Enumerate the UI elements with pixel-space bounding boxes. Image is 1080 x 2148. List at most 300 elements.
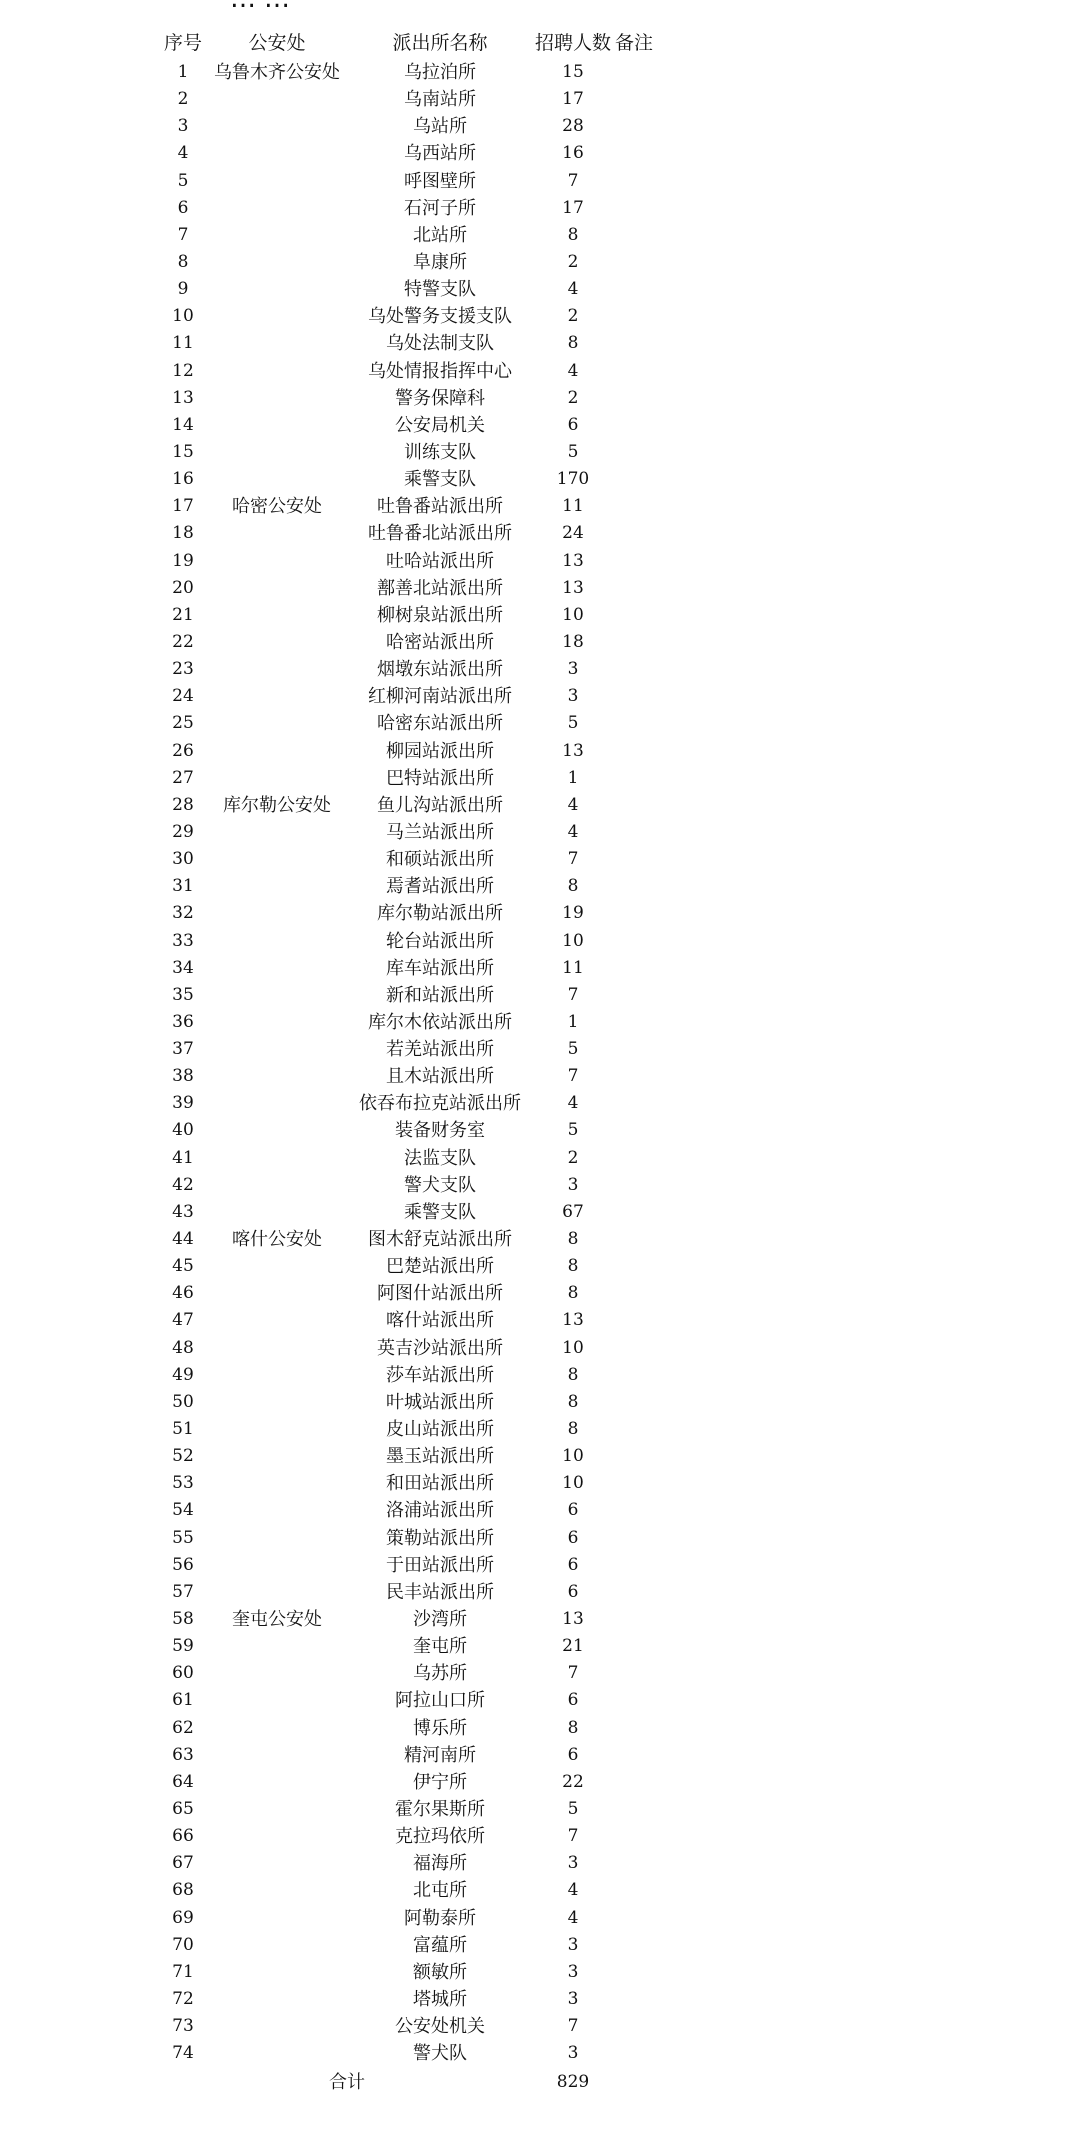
row-station: 吐鲁番北站派出所 (368, 523, 512, 545)
row-count: 28 (562, 116, 584, 137)
table-row (0, 276, 700, 303)
row-station: 且木站派出所 (386, 1066, 494, 1088)
table-row (0, 1660, 700, 1687)
row-station: 叶城站派出所 (386, 1391, 494, 1413)
row-count: 4 (567, 1907, 579, 1928)
table-row (0, 656, 700, 683)
table-row (0, 466, 700, 493)
row-seq: 39 (172, 1093, 194, 1114)
row-count: 21 (562, 1636, 584, 1657)
row-station: 图木舒克站派出所 (368, 1229, 512, 1251)
row-station: 公安局机关 (395, 414, 485, 436)
row-station: 沙湾所 (413, 1609, 467, 1631)
row-station: 巴楚站派出所 (386, 1256, 494, 1278)
table-row (0, 1117, 700, 1144)
row-seq: 28 (172, 794, 194, 815)
row-count: 3 (567, 2043, 579, 2064)
table-row (0, 330, 700, 357)
row-seq: 56 (172, 1554, 194, 1575)
row-seq: 50 (172, 1391, 194, 1412)
row-station: 吐鲁番站派出所 (377, 496, 503, 518)
row-count: 4 (567, 1880, 579, 1901)
row-seq: 42 (172, 1174, 194, 1195)
row-count: 10 (562, 1337, 584, 1358)
table-row (0, 683, 700, 710)
row-count: 2 (567, 251, 579, 272)
row-count: 1 (567, 767, 579, 788)
row-count: 2 (567, 1147, 579, 1168)
row-seq: 20 (172, 577, 194, 598)
row-seq: 46 (172, 1283, 194, 1304)
cut-off-title (230, 0, 490, 12)
row-bureau: 喀什公安处 (232, 1229, 322, 1251)
row-count: 5 (567, 1120, 579, 1141)
row-seq: 73 (172, 2016, 194, 2037)
row-seq: 47 (172, 1310, 194, 1331)
table-row (0, 1742, 700, 1769)
row-seq: 21 (172, 604, 194, 625)
row-seq: 34 (172, 957, 194, 978)
row-count: 6 (567, 1554, 579, 1575)
row-seq: 37 (172, 1039, 194, 1060)
row-count: 6 (567, 1690, 579, 1711)
row-count: 3 (567, 686, 579, 707)
row-station: 策勒站派出所 (386, 1527, 494, 1549)
row-seq: 19 (172, 550, 194, 571)
row-station: 装备财务室 (395, 1120, 485, 1142)
row-count: 5 (567, 1799, 579, 1819)
row-count: 8 (567, 224, 579, 245)
row-seq: 13 (172, 387, 194, 408)
row-station: 霍尔果斯所 (395, 1799, 485, 1820)
row-count: 3 (567, 659, 579, 680)
table-row (0, 1036, 700, 1063)
row-count: 5 (567, 441, 579, 462)
table-row (0, 1497, 700, 1524)
row-seq: 67 (172, 1853, 194, 1874)
table-row (0, 1470, 700, 1497)
row-station: 于田站派出所 (386, 1554, 494, 1576)
row-station: 乌西站所 (404, 143, 476, 165)
row-count: 7 (567, 2016, 579, 2037)
row-seq: 3 (177, 116, 189, 137)
row-count: 4 (567, 1093, 579, 1114)
table-row (0, 222, 700, 249)
row-seq: 53 (172, 1473, 194, 1494)
table-row (0, 602, 700, 629)
table-row (0, 1715, 700, 1742)
row-station: 乘警支队 (404, 469, 476, 491)
table-row (0, 982, 700, 1009)
row-station: 依吞布拉克站派出所 (359, 1093, 521, 1115)
table-row (0, 1552, 700, 1579)
row-station: 石河子所 (404, 197, 476, 219)
row-seq: 14 (172, 414, 194, 435)
row-station: 红柳河南站派出所 (368, 686, 512, 708)
row-seq: 36 (172, 1011, 194, 1032)
table-row (0, 195, 700, 222)
row-count: 8 (567, 1717, 579, 1738)
row-seq: 23 (172, 659, 194, 680)
row-count: 7 (567, 170, 579, 191)
row-count: 1 (567, 1011, 579, 1032)
row-station: 训练支队 (404, 441, 476, 463)
row-station: 警犬队 (413, 2043, 467, 2065)
row-count: 6 (567, 1527, 579, 1548)
row-station: 皮山站派出所 (386, 1419, 494, 1441)
row-count: 10 (562, 1473, 584, 1494)
row-seq: 12 (172, 360, 194, 381)
row-station: 呼图壁所 (404, 170, 476, 192)
table-row (0, 1905, 700, 1932)
row-count: 6 (567, 414, 579, 435)
row-seq: 5 (177, 170, 189, 191)
table-row (0, 1932, 700, 1959)
table-row (0, 1172, 700, 1199)
row-station: 墨玉站派出所 (386, 1446, 494, 1468)
row-count: 16 (562, 143, 584, 164)
row-count: 8 (567, 1283, 579, 1304)
row-seq: 17 (172, 496, 194, 517)
row-station: 阿图什站派出所 (377, 1283, 503, 1305)
row-bureau: 库尔勒公安处 (223, 794, 331, 816)
row-station: 北站所 (413, 224, 467, 246)
table-row (0, 385, 700, 412)
total-label: 合计 (329, 2072, 365, 2093)
row-seq: 62 (172, 1717, 194, 1738)
row-count: 6 (567, 1581, 579, 1602)
row-count: 10 (562, 930, 584, 951)
row-count: 170 (556, 469, 590, 490)
row-seq: 55 (172, 1527, 194, 1548)
row-seq: 49 (172, 1364, 194, 1385)
row-station: 库尔勒站派出所 (377, 903, 503, 925)
row-seq: 66 (172, 1826, 194, 1847)
row-station: 乌处警务支援支队 (368, 306, 512, 328)
row-count: 4 (567, 821, 579, 842)
row-station: 警务保障科 (395, 387, 485, 409)
table-row (0, 1009, 700, 1036)
row-seq: 27 (172, 767, 194, 788)
row-count: 19 (562, 903, 584, 924)
table-header (0, 30, 700, 60)
row-seq: 15 (172, 441, 194, 462)
row-seq: 22 (172, 631, 194, 652)
table-row (0, 900, 700, 927)
table-body (0, 59, 700, 2067)
row-seq: 61 (172, 1690, 194, 1711)
row-count: 67 (562, 1201, 584, 1222)
row-seq: 69 (172, 1907, 194, 1928)
table-row (0, 439, 700, 466)
table-row (0, 1959, 700, 1986)
row-count: 8 (567, 333, 579, 354)
row-seq: 7 (177, 224, 189, 245)
row-station: 福海所 (413, 1853, 467, 1875)
row-station: 鄯善北站派出所 (377, 577, 503, 599)
table-row (0, 1253, 700, 1280)
table-row (0, 1986, 700, 2013)
row-count: 8 (567, 876, 579, 897)
row-station: 喀什站派出所 (386, 1310, 494, 1332)
table-row (0, 819, 700, 846)
table-row (0, 846, 700, 873)
row-count: 24 (562, 523, 584, 544)
row-station: 精河南所 (404, 1744, 476, 1766)
table-row (0, 1389, 700, 1416)
row-station: 焉耆站派出所 (386, 876, 494, 898)
row-count: 3 (567, 1988, 579, 2009)
table-row (0, 86, 700, 113)
row-seq: 31 (172, 876, 194, 897)
row-station: 民丰站派出所 (386, 1581, 494, 1603)
row-seq: 10 (172, 306, 194, 327)
row-count: 13 (562, 577, 584, 598)
table-row (0, 1796, 700, 1823)
row-seq: 64 (172, 1771, 194, 1792)
row-seq: 59 (172, 1636, 194, 1657)
row-seq: 74 (172, 2043, 194, 2064)
row-count: 4 (567, 279, 579, 300)
row-station: 洛浦站派出所 (386, 1500, 494, 1522)
table-row (0, 303, 700, 330)
row-count: 6 (567, 1500, 579, 1521)
row-seq: 43 (172, 1201, 194, 1222)
table-row (0, 412, 700, 439)
row-seq: 41 (172, 1147, 194, 1168)
table-row (0, 629, 700, 656)
row-station: 乌拉泊所 (404, 62, 476, 83)
row-seq: 18 (172, 523, 194, 544)
row-bureau: 奎屯公安处 (232, 1609, 322, 1631)
row-seq: 40 (172, 1120, 194, 1141)
row-count: 11 (562, 957, 584, 978)
row-seq: 65 (172, 1799, 194, 1819)
row-seq: 8 (177, 251, 189, 272)
row-seq: 16 (172, 469, 194, 490)
row-station: 乌处法制支队 (386, 333, 494, 355)
row-seq: 24 (172, 686, 194, 707)
row-station: 特警支队 (404, 279, 476, 301)
row-station: 乌处情报指挥中心 (368, 360, 512, 382)
table-row (0, 1226, 700, 1253)
row-count: 3 (567, 1961, 579, 1982)
total-value: 829 (556, 2072, 590, 2092)
row-station: 库车站派出所 (386, 957, 494, 979)
row-station: 烟墩东站派出所 (377, 659, 503, 681)
row-seq: 30 (172, 849, 194, 870)
table-row (0, 2040, 700, 2067)
table-row (0, 1633, 700, 1660)
row-station: 乘警支队 (404, 1201, 476, 1223)
table-row (0, 1280, 700, 1307)
row-station: 柳树泉站派出所 (377, 604, 503, 626)
row-count: 18 (562, 631, 584, 652)
row-count: 3 (567, 1853, 579, 1874)
row-count: 7 (567, 1663, 579, 1684)
table-row (0, 140, 700, 167)
row-count: 15 (562, 62, 584, 82)
total-row (0, 2069, 700, 2097)
row-count: 2 (567, 306, 579, 327)
row-station: 博乐所 (413, 1717, 467, 1739)
header-station: 派出所名称 (392, 32, 488, 54)
table-row (0, 1823, 700, 1850)
row-station: 若羌站派出所 (386, 1039, 494, 1061)
row-station: 乌苏所 (413, 1663, 467, 1685)
row-seq: 60 (172, 1663, 194, 1684)
table-row (0, 928, 700, 955)
row-seq: 38 (172, 1066, 194, 1087)
row-count: 5 (567, 1039, 579, 1060)
row-station: 伊宁所 (413, 1771, 467, 1793)
row-station: 塔城所 (413, 1988, 467, 2010)
table-row (0, 1877, 700, 1904)
row-bureau: 哈密公安处 (232, 496, 322, 518)
row-station: 轮台站派出所 (386, 930, 494, 952)
row-count: 17 (562, 197, 584, 218)
table-row (0, 1525, 700, 1552)
table-row (0, 520, 700, 547)
table-row (0, 249, 700, 276)
row-station: 阿拉山口所 (395, 1690, 485, 1712)
row-station: 哈密站派出所 (386, 631, 494, 653)
table-row (0, 2013, 700, 2040)
table-row (0, 113, 700, 140)
table-row (0, 1850, 700, 1877)
table-row (0, 1579, 700, 1606)
row-station: 柳园站派出所 (386, 740, 494, 762)
row-seq: 54 (172, 1500, 194, 1521)
row-station: 莎车站派出所 (386, 1364, 494, 1386)
row-count: 2 (567, 387, 579, 408)
row-seq: 71 (172, 1961, 194, 1982)
row-station: 公安处机关 (395, 2016, 485, 2038)
row-count: 4 (567, 360, 579, 381)
row-seq: 48 (172, 1337, 194, 1358)
row-seq: 1 (177, 62, 189, 82)
row-seq: 68 (172, 1880, 194, 1901)
row-station: 克拉玛依所 (395, 1826, 485, 1848)
row-count: 3 (567, 1174, 579, 1195)
row-count: 13 (562, 740, 584, 761)
table-row (0, 1416, 700, 1443)
row-station: 英吉沙站派出所 (377, 1337, 503, 1359)
table-row (0, 1687, 700, 1714)
row-count: 8 (567, 1229, 579, 1250)
row-seq: 32 (172, 903, 194, 924)
row-count: 4 (567, 794, 579, 815)
row-count: 5 (567, 713, 579, 734)
row-seq: 33 (172, 930, 194, 951)
table-row (0, 575, 700, 602)
row-station: 新和站派出所 (386, 984, 494, 1006)
table-row (0, 1145, 700, 1172)
row-station: 马兰站派出所 (386, 821, 494, 843)
table-row (0, 765, 700, 792)
row-station: 和硕站派出所 (386, 849, 494, 871)
header-bureau: 公安处 (248, 32, 306, 54)
header-count: 招聘人数 (534, 32, 612, 54)
row-seq: 25 (172, 713, 194, 734)
row-count: 10 (562, 1446, 584, 1467)
row-station: 乌站所 (413, 116, 467, 138)
row-seq: 9 (177, 279, 189, 300)
row-seq: 4 (177, 143, 189, 164)
row-station: 法监支队 (404, 1147, 476, 1169)
row-count: 13 (562, 1310, 584, 1331)
header-seq: 序号 (163, 32, 203, 54)
table-row (0, 710, 700, 737)
table-row (0, 358, 700, 385)
row-count: 13 (562, 550, 584, 571)
table-row (0, 1362, 700, 1389)
row-seq: 6 (177, 197, 189, 218)
row-count: 13 (562, 1609, 584, 1630)
row-count: 22 (562, 1771, 584, 1792)
row-seq: 35 (172, 984, 194, 1005)
row-count: 8 (567, 1391, 579, 1412)
table-row (0, 738, 700, 765)
row-seq: 58 (172, 1609, 194, 1630)
row-station: 乌南站所 (404, 89, 476, 111)
row-seq: 44 (172, 1229, 194, 1250)
row-seq: 52 (172, 1446, 194, 1467)
row-seq: 2 (177, 89, 189, 110)
row-count: 10 (562, 604, 584, 625)
table-row (0, 1606, 700, 1633)
row-seq: 72 (172, 1988, 194, 2009)
table-row (0, 955, 700, 982)
row-seq: 63 (172, 1744, 194, 1765)
row-count: 11 (562, 496, 584, 517)
row-station: 和田站派出所 (386, 1473, 494, 1495)
table-row (0, 792, 700, 819)
table-row (0, 1199, 700, 1226)
row-count: 7 (567, 1066, 579, 1087)
row-count: 8 (567, 1256, 579, 1277)
row-station: 巴特站派出所 (386, 767, 494, 789)
table-row (0, 168, 700, 195)
table-row (0, 1090, 700, 1117)
title-fragment (230, 0, 298, 12)
row-seq: 11 (172, 333, 194, 354)
row-count: 8 (567, 1419, 579, 1440)
row-seq: 70 (172, 1934, 194, 1955)
row-seq: 57 (172, 1581, 194, 1602)
row-count: 7 (567, 1826, 579, 1847)
row-count: 17 (562, 89, 584, 110)
table-row (0, 1443, 700, 1470)
row-station: 北屯所 (413, 1880, 467, 1902)
row-count: 3 (567, 1934, 579, 1955)
row-station: 吐哈站派出所 (386, 550, 494, 572)
row-station: 奎屯所 (413, 1636, 467, 1658)
row-station: 阿勒泰所 (404, 1907, 476, 1929)
row-station: 库尔木依站派出所 (368, 1011, 512, 1033)
row-count: 7 (567, 849, 579, 870)
row-seq: 26 (172, 740, 194, 761)
row-station: 阜康所 (413, 251, 467, 273)
row-station: 额敏所 (413, 1961, 467, 1983)
row-bureau: 乌鲁木齐公安处 (214, 62, 340, 83)
row-count: 8 (567, 1364, 579, 1385)
table-row (0, 1335, 700, 1362)
table-row (0, 59, 700, 86)
row-station: 鱼儿沟站派出所 (377, 794, 503, 816)
table-row (0, 1063, 700, 1090)
row-count: 6 (567, 1744, 579, 1765)
